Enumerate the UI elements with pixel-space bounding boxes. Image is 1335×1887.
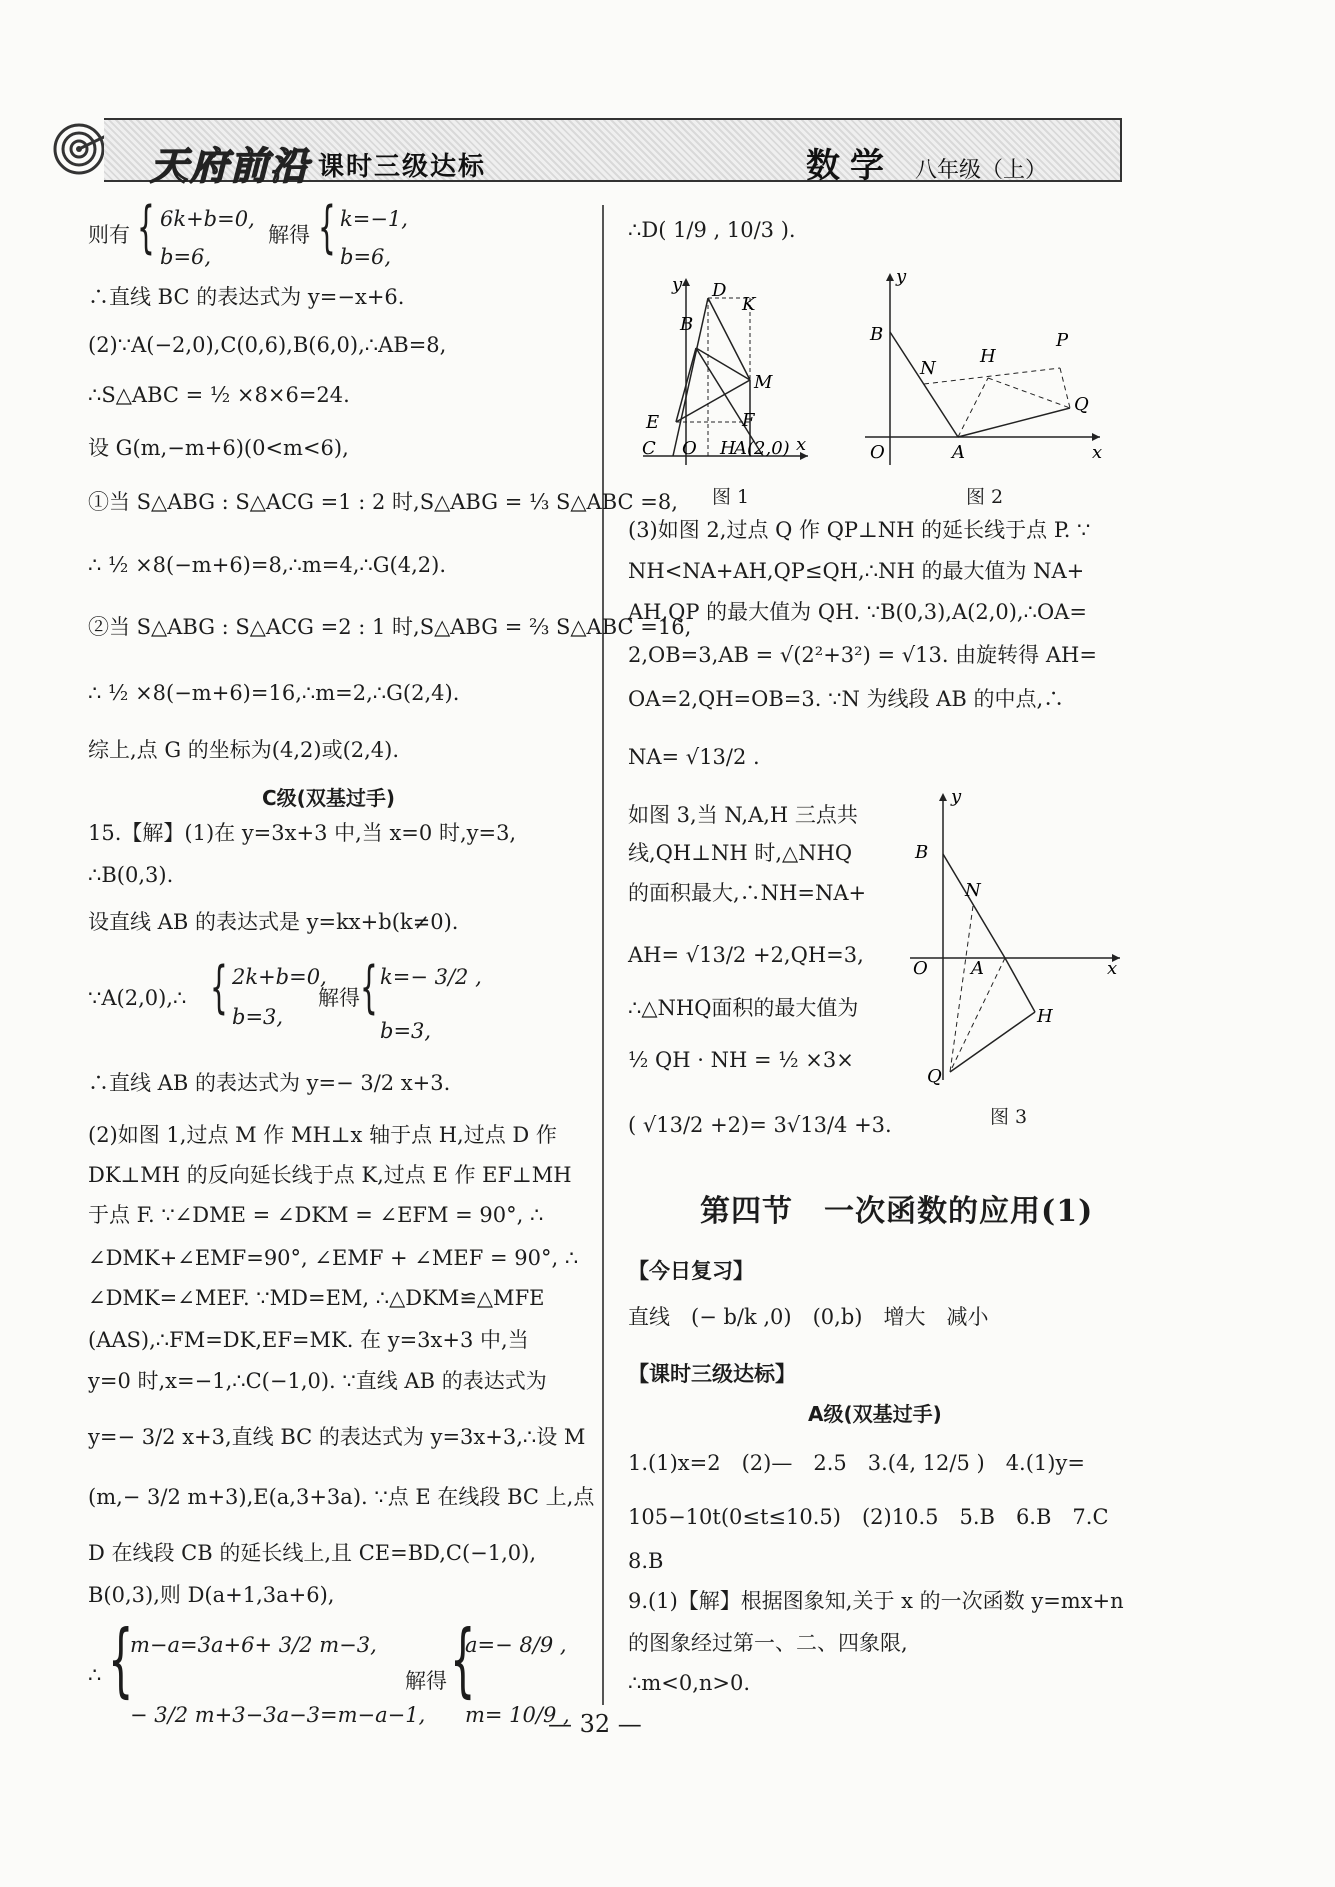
text-line: b=3,	[380, 1019, 432, 1043]
fig1-label: E	[646, 412, 660, 433]
text-line: k=−1,	[340, 207, 408, 231]
text-line: ②当 S△ABG : S△ACG =2 : 1 时,S△ABG = ⅔ S△ABC =16,	[88, 615, 692, 639]
fig2-label: P	[1056, 330, 1069, 351]
level-a-heading: A级(双基过手)	[808, 1402, 942, 1426]
text-line: ∠DMK=∠MEF. ∵MD=EM, ∴△DKM≌△MFE	[88, 1286, 545, 1310]
subject-label: 数学	[806, 146, 894, 186]
text-line: ∴直线 BC 的表达式为 y=−x+6.	[88, 285, 405, 309]
text-line: 2k+b=0,	[232, 965, 327, 989]
text-line: 2,OB=3,AB = √(2²+3²) = √13. 由旋转得 AH=	[628, 643, 1097, 667]
figure-1-caption: 图 1	[712, 486, 750, 508]
text-line: (3)如图 2,过点 Q 作 QP⊥NH 的延长线于点 P. ∵	[628, 518, 1091, 542]
page-number: — 32 —	[548, 1710, 642, 1738]
text-line: 的面积最大,∴NH=NA+	[628, 881, 867, 905]
text-line: 8.B	[628, 1549, 664, 1573]
text-line: − 3/2 m+3−3a−3=m−a−1,	[130, 1703, 426, 1727]
fig3-label: B	[915, 842, 929, 863]
fig3-label: N	[965, 880, 981, 901]
fig1-label: H	[720, 438, 736, 459]
text-line: m= 10/9 ,	[465, 1703, 570, 1727]
fig2-label: H	[980, 346, 996, 367]
text-line: ①当 S△ABG : S△ACG =1 : 2 时,S△ABG = ⅓ S△ABC =8,	[88, 490, 678, 514]
review-answers: 直线 (− b/k ,0) (0,b) 增大 减小	[628, 1305, 989, 1329]
text-line: 1.(1)x=2 (2)— 2.5 3.(4, 12/5 ) 4.(1)y=	[628, 1451, 1085, 1475]
text-line: B(0,3),则 D(a+1,3a+6),	[88, 1583, 335, 1607]
target-logo-icon	[52, 122, 106, 176]
fig2-label: O	[870, 442, 885, 463]
text-line: ∴S△ABC = ½ ×8×6=24.	[88, 383, 350, 407]
brace: {	[360, 955, 378, 1020]
text-line: b=6,	[160, 245, 212, 269]
fig3-label: A	[971, 958, 984, 979]
brace: {	[318, 195, 336, 260]
text-line: b=6,	[340, 245, 392, 269]
brace: {	[137, 195, 155, 260]
fig1-label: C	[642, 438, 656, 459]
fig1-label: F	[742, 410, 755, 431]
fig1-label: B	[680, 314, 694, 335]
text-line: NH<NA+AH,QP≤QH,∴NH 的最大值为 NA+	[628, 559, 1085, 583]
fig1-label: A(2,0)	[734, 438, 790, 459]
text-line: 的图象经过第一、二、四象限,	[628, 1631, 908, 1655]
figure-1	[638, 270, 818, 470]
text-line: 则有	[88, 223, 130, 247]
text-line: 6k+b=0,	[160, 207, 255, 231]
fig2-label: Q	[1074, 394, 1089, 415]
fig3-label: O	[913, 958, 928, 979]
text-line: (2)如图 1,过点 M 作 MH⊥x 轴于点 H,过点 D 作	[88, 1123, 557, 1147]
fig1-label: M	[754, 372, 773, 393]
text-line: ∴	[88, 1663, 102, 1687]
text-line: 综上,点 G 的坐标为(4,2)或(2,4).	[88, 738, 400, 762]
brace: {	[108, 1613, 134, 1706]
text-line: 15.【解】(1)在 y=3x+3 中,当 x=0 时,y=3,	[88, 821, 517, 845]
level-c-heading: C级(双基过手)	[262, 786, 395, 810]
text-line: ∴ ½ ×8(−m+6)=8,∴m=4,∴G(4,2).	[88, 553, 447, 577]
brace: {	[210, 955, 228, 1020]
text-line: ∴直线 AB 的表达式为 y=− 3/2 x+3.	[88, 1071, 451, 1095]
text-line: ∴m<0,n>0.	[628, 1671, 751, 1695]
text-line: OA=2,QH=OB=3. ∵N 为线段 AB 的中点,∴	[628, 687, 1065, 711]
brand-subtitle: 课时三级达标	[318, 152, 487, 182]
fig2-label: B	[870, 324, 884, 345]
brace: {	[450, 1613, 476, 1706]
fig2-label: y	[896, 270, 907, 287]
text-line: AH,QP 的最大值为 QH. ∵B(0,3),A(2,0),∴OA=	[628, 600, 1087, 624]
fig1-label: x	[796, 434, 807, 455]
text-line: 设 G(m,−m+6)(0<m<6),	[88, 436, 349, 460]
fig3-label: x	[1107, 958, 1118, 979]
text-line: 线,QH⊥NH 时,△NHQ	[628, 841, 853, 865]
text-line: (m,− 3/2 m+3),E(a,3+3a). ∵点 E 在线段 BC 上,点	[88, 1485, 595, 1509]
text-line: ∵A(2,0),∴	[88, 986, 187, 1010]
fig1-label: K	[742, 294, 756, 315]
text-line: ∠DMK+∠EMF=90°, ∠EMF + ∠MEF = 90°, ∴	[88, 1246, 579, 1270]
column-divider	[602, 205, 604, 1705]
text-line: ∴ ½ ×8(−m+6)=16,∴m=2,∴G(2,4).	[88, 681, 460, 705]
text-line: b=3,	[232, 1005, 284, 1029]
fig2-label: N	[920, 358, 936, 379]
fig3-label: H	[1037, 1006, 1053, 1027]
section-title: 第四节 一次函数的应用(1)	[700, 1194, 1094, 1229]
text-line: 设直线 AB 的表达式是 y=kx+b(k≠0).	[88, 910, 459, 934]
fig3-label: Q	[927, 1066, 942, 1087]
figure-3-caption: 图 3	[990, 1106, 1028, 1128]
figure-2-caption: 图 2	[966, 486, 1004, 508]
text-line: (2)∵A(−2,0),C(0,6),B(6,0),∴AB=8,	[88, 333, 447, 357]
text-line: k=− 3/2 ,	[380, 965, 482, 989]
text-line: ∴D( 1/9 , 10/3 ).	[628, 218, 796, 242]
fig2-label: A	[952, 442, 965, 463]
text-line: ( √13/2 +2)= 3√13/4 +3.	[628, 1113, 892, 1137]
figure-2	[860, 270, 1110, 470]
fig1-label: y	[672, 274, 683, 295]
text-line: y=0 时,x=−1,∴C(−1,0). ∵直线 AB 的表达式为	[88, 1369, 547, 1393]
text-line: m−a=3a+6+ 3/2 m−3,	[130, 1633, 377, 1657]
text-line: ∴△NHQ面积的最大值为	[628, 996, 859, 1020]
text-line: (AAS),∴FM=DK,EF=MK. 在 y=3x+3 中,当	[88, 1328, 529, 1352]
text-line: 解得	[318, 986, 360, 1010]
text-line: 解得	[405, 1669, 447, 1693]
review-heading: 【今日复习】	[628, 1259, 754, 1283]
fig2-label: x	[1092, 442, 1103, 463]
fig1-label: D	[712, 280, 727, 301]
text-line: 于点 F. ∵∠DME = ∠DKM = ∠EFM = 90°, ∴	[88, 1203, 544, 1227]
text-line: ½ QH · NH = ½ ×3×	[628, 1048, 854, 1072]
fig3-label: y	[951, 790, 962, 807]
target-heading: 【课时三级达标】	[628, 1362, 796, 1386]
fig1-label: O	[682, 438, 697, 459]
text-line: 9.(1)【解】根据图象知,关于 x 的一次函数 y=mx+n	[628, 1589, 1124, 1613]
text-line: y=− 3/2 x+3,直线 BC 的表达式为 y=3x+3,∴设 M	[88, 1425, 586, 1449]
text-line: NA= √13/2 .	[628, 745, 760, 769]
text-line: ∴B(0,3).	[88, 863, 174, 887]
figure-3	[905, 790, 1125, 1090]
text-line: 105−10t(0≤t≤10.5) (2)10.5 5.B 6.B 7.C	[628, 1505, 1109, 1529]
text-line: 解得	[268, 223, 310, 247]
text-line: DK⊥MH 的反向延长线于点 K,过点 E 作 EF⊥MH	[88, 1163, 572, 1187]
text-line: a=− 8/9 ,	[465, 1633, 567, 1657]
text-line: AH= √13/2 +2,QH=3,	[628, 943, 864, 967]
grade-label: 八年级（上）	[915, 158, 1048, 183]
text-line: D 在线段 CB 的延长线上,且 CE=BD,C(−1,0),	[88, 1541, 537, 1565]
brand-title: 天府前沿	[150, 144, 311, 188]
text-line: 如图 3,当 N,A,H 三点共	[628, 803, 858, 827]
